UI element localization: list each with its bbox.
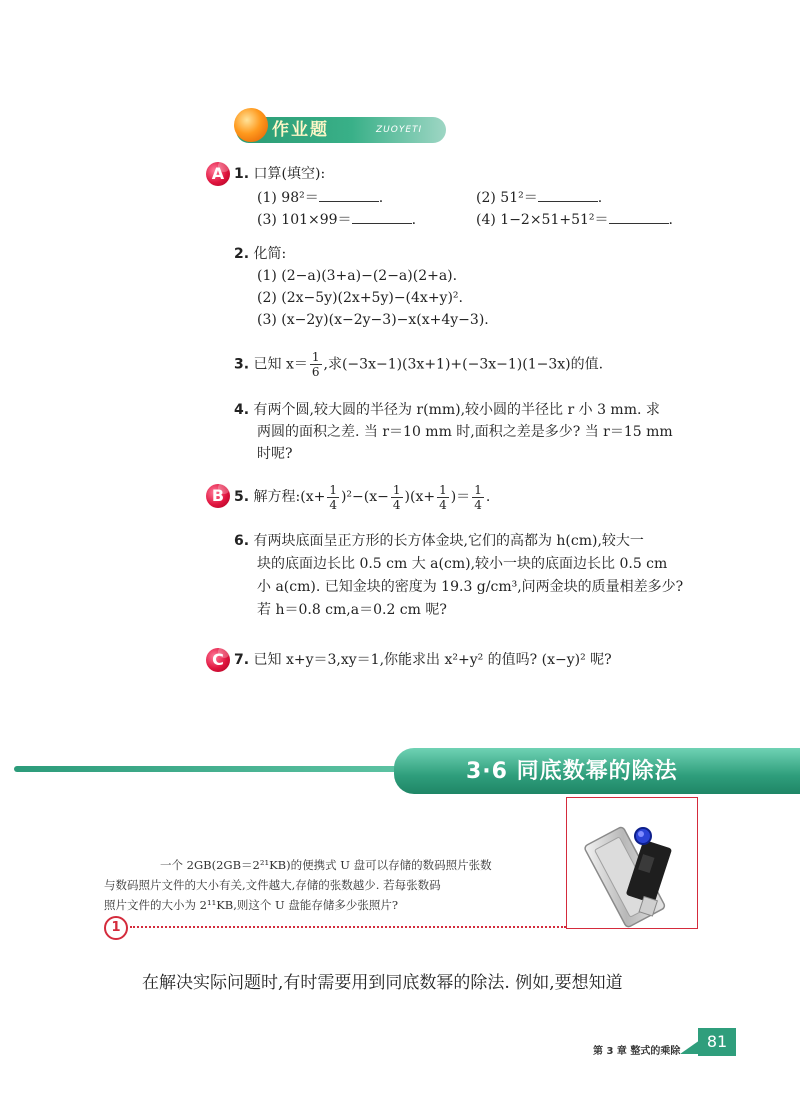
period: . (378, 190, 384, 206)
body-paragraph: 在解决实际问题时,有时需要用到同底数幂的除法. 例如,要想知道 (142, 973, 623, 993)
q5-seg-a: (x+ (300, 489, 326, 505)
fraction-numerator: 1 (392, 482, 401, 497)
question-stem: 口算(填空): (253, 166, 326, 182)
intro-line-3: 照片文件的大小为 2¹¹KB,则这个 U 盘能存储多少张照片? (104, 898, 399, 912)
q3-post: ,求(−3x−1)(3x+1)+(−3x−1)(1−3x)的值. (323, 356, 604, 373)
question-number: 7. (234, 652, 250, 668)
period: . (411, 212, 417, 228)
intro-line-1: 一个 2GB(2GB＝2²¹KB)的便携式 U 盘可以存储的数码照片张数 (160, 858, 492, 872)
q6-line-1: 有两块底面呈正方形的长方体金块,它们的高都为 h(cm),较大一 (253, 533, 644, 549)
question-5 (234, 482, 490, 512)
level-c-badge: C (206, 648, 230, 672)
fraction-numerator: 1 (439, 482, 447, 497)
period: . (668, 212, 673, 228)
question-number: 3. (234, 356, 250, 373)
question-number: 6. (234, 533, 250, 549)
fraction-denominator: 4 (439, 497, 447, 512)
q1-part-1-text: (1) 98²＝ (257, 190, 319, 206)
intro-line-2: 与数码照片文件的大小有关,文件越大,存储的张数越少. 若每张数码 (104, 878, 441, 892)
fraction-numerator: 1 (329, 482, 337, 497)
problem-marker-1: 1 (104, 916, 128, 940)
homework-title: 作业题 (272, 120, 329, 140)
question-3 (234, 350, 603, 379)
homework-orb-icon (234, 108, 268, 142)
answer-blank[interactable] (352, 209, 412, 224)
level-b-badge: B (206, 484, 230, 508)
fraction-denominator: 6 (311, 365, 320, 379)
question-number: 5. (234, 489, 250, 505)
answer-blank[interactable] (609, 209, 669, 224)
answer-blank[interactable] (319, 187, 379, 202)
footer-tab-decoration (680, 1040, 700, 1054)
fraction (437, 483, 449, 512)
q6-line-4: 若 h＝0.8 cm,a＝0.2 cm 呢? (257, 602, 447, 618)
q3-pre: 已知 x＝ (253, 356, 308, 373)
q4-line-3: 时呢? (257, 446, 293, 462)
q7-text: 已知 x+y＝3,xy＝1,你能求出 x²+y² 的值吗? (x−y)² 呢? (253, 652, 612, 668)
fraction (327, 483, 339, 512)
question-stem: 化简: (253, 246, 287, 262)
footer-chapter: 第 3 章 整式的乘除 (593, 1046, 681, 1057)
q5-seg-c: )(x+ (404, 489, 436, 505)
q5-pre: 解方程: (253, 489, 301, 505)
fraction (472, 483, 484, 512)
fraction-numerator: 1 (474, 482, 482, 497)
q1-part-2-text: (2) 51²＝ (476, 190, 538, 206)
question-1 (234, 164, 325, 184)
question-7 (234, 650, 612, 670)
q6-line-2: 块的底面边长比 0.5 cm 大 a(cm),较小一块的底面边长比 0.5 cm (257, 556, 668, 572)
q1-part-1 (257, 187, 383, 208)
question-number: 2. (234, 246, 250, 262)
question-2 (234, 244, 286, 264)
usb-drive-photo (566, 797, 698, 929)
fraction-denominator: 4 (474, 497, 482, 512)
page-number: 81 (698, 1028, 736, 1056)
answer-blank[interactable] (538, 187, 598, 202)
homework-subtitle: ZUOYETI (376, 125, 423, 135)
q4-line-2: 两圆的面积之差. 当 r＝10 mm 时,面积之差是多少? 当 r＝15 mm (257, 424, 673, 440)
q2-part-2: (2) (2x−5y)(2x+5y)−(4x+y)². (257, 290, 463, 306)
q5-seg-b: )²−(x− (340, 489, 389, 505)
period: . (597, 190, 603, 206)
fraction (310, 350, 322, 379)
question-6 (234, 530, 644, 552)
section-title: 3·6 同底数幂的除法 (466, 759, 678, 784)
question-number: 4. (234, 402, 250, 418)
fraction-denominator: 4 (392, 497, 401, 512)
period: . (485, 489, 491, 505)
fraction-numerator: 1 (311, 350, 320, 364)
q6-line-3: 小 a(cm). 已知金块的密度为 19.3 g/cm³,问两金块的质量相差多少? (257, 579, 684, 595)
fraction-denominator: 4 (329, 497, 337, 512)
fraction (391, 483, 403, 512)
usb-drive-icon (567, 798, 697, 928)
q5-seg-d: )＝ (450, 489, 471, 505)
q4-line-1: 有两个圆,较大圆的半径为 r(mm),较小圆的半径比 r 小 3 mm. 求 (253, 402, 660, 418)
q1-part-4-text: (4) 1−2×51+51²＝ (476, 212, 609, 228)
question-number: 1. (234, 166, 250, 182)
q2-part-1: (1) (2−a)(3+a)−(2−a)(2+a). (257, 268, 458, 284)
section-rule (14, 766, 434, 772)
q1-part-2 (476, 187, 602, 208)
dotted-leader (130, 926, 566, 928)
q1-part-3-text: (3) 101×99＝ (257, 212, 352, 228)
level-a-badge: A (206, 162, 230, 186)
question-4 (234, 400, 660, 420)
q2-part-3: (3) (x−2y)(x−2y−3)−x(x+4y−3). (257, 312, 489, 328)
q1-part-3 (257, 209, 416, 230)
q1-part-4 (476, 209, 673, 230)
